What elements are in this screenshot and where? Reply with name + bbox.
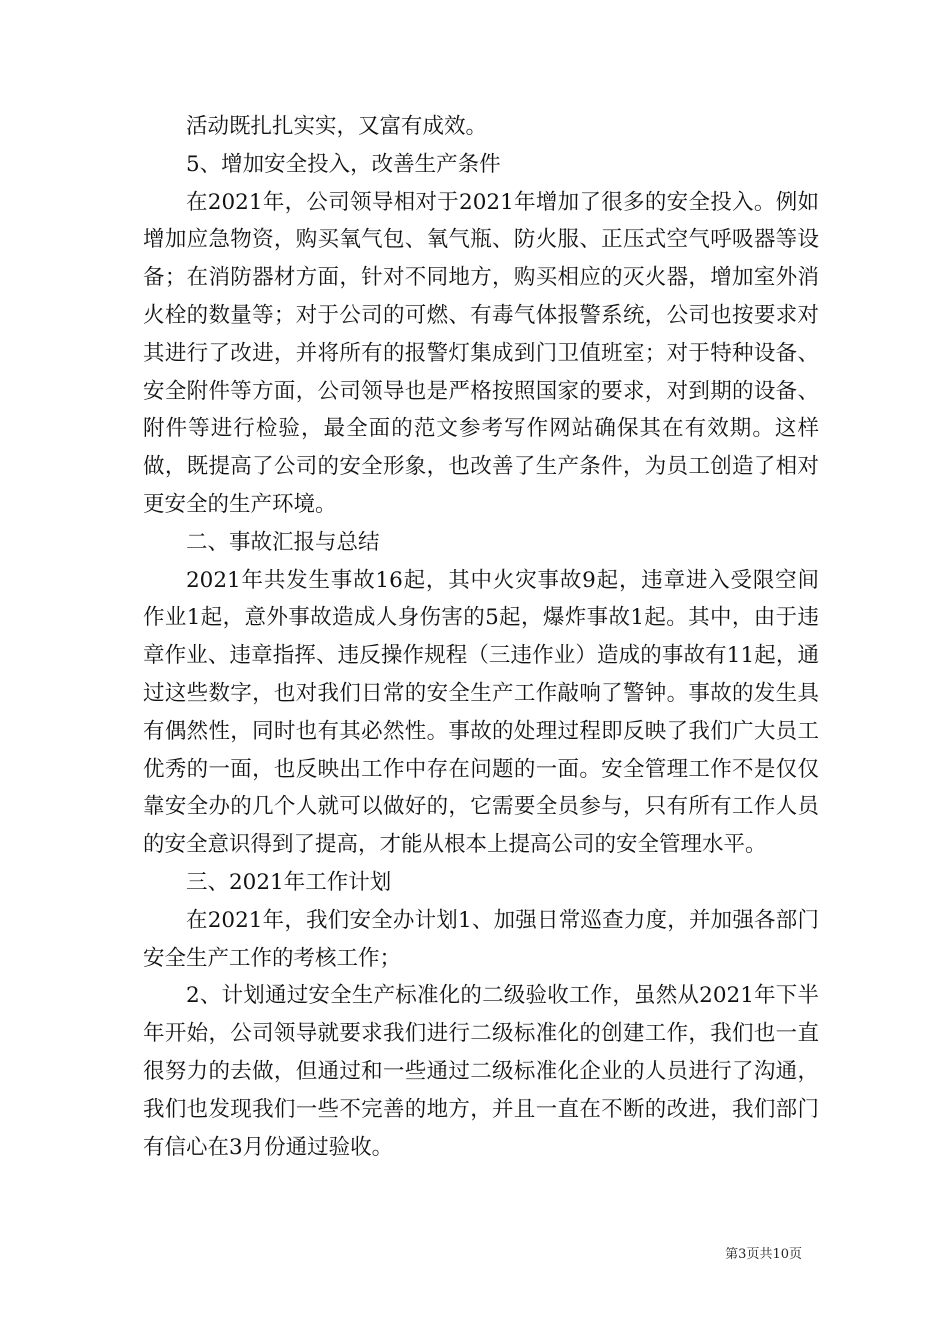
heading-accident-report: 二、事故汇报与总结 <box>186 529 380 555</box>
paragraph-safety-investment: 在2021年，公司领导相对于2021年增加了很多的安全投入。例如增加应急物资，购买氧气包、氧气瓶、防火服、正压式空气呼吸器等设备；在消防器材方面，针对不同地方，购买相应的灭火器，增加室外消火栓的数量等；对于公司的可燃、有毒气体报警系统，公司也按要求对其进行了改进，并将所有的报警灯集成到门卫值班室；对于特种设备、安全附件等方面，公司领导也是严格按照国家的要求，对到期的设备、附件等进行检验，最全面的范文参考写作网站确保其在有效期。这样做，既提高了公司的安全形象，也改善了生产条件，为员工创造了相对更安全的生产环境。 <box>143 189 819 517</box>
paragraph-activity-result: 活动既扎扎实实，又富有成效。 <box>186 114 488 139</box>
page-number: 第3页共10页 <box>725 1247 802 1262</box>
heading-work-plan: 三、2021年工作计划 <box>186 869 392 895</box>
paragraph-accident-report: 2021年共发生事故16起，其中火灾事故9起，违章进入受限空间作业1起，意外事故造成人身伤害的5起，爆炸事故1起。其中，由于违章作业、违章指挥、违反操作规程（三违作业）造成的事故有11起，通过这些数字，也对我们日常的安全生产工作敲响了警钟。事故的发生具有偶然性，同时也有其必然性。事故的处理过程即反映了我们广大员工优秀的一面，也反映出工作中存在问题的一面。安全管理工作不是仅仅靠安全办的几个人就可以做好的，它需要全员参与，只有所有工作人员的安全意识得到了提高，才能从根本上提高公司的安全管理水平。 <box>143 567 819 858</box>
document-body <box>143 108 819 1166</box>
heading-safety-investment: 5、增加安全投入，改善生产条件 <box>186 151 501 177</box>
paragraph-work-plan-1: 在2021年，我们安全办计划1、加强日常巡查力度，并加强各部门安全生产工作的考核工作； <box>143 907 819 971</box>
paragraph-work-plan-2: 2、计划通过安全生产标准化的二级验收工作，虽然从2021年下半年开始，公司领导就要求我们进行二级标准化的创建工作，我们也一直很努力的去做，但通过和一些通过二级标准化企业的人员进行了沟通，我们也发现我们一些不完善的地方，并且一直在不断的改进，我们部门有信心在3月份通过验收。 <box>143 983 819 1160</box>
